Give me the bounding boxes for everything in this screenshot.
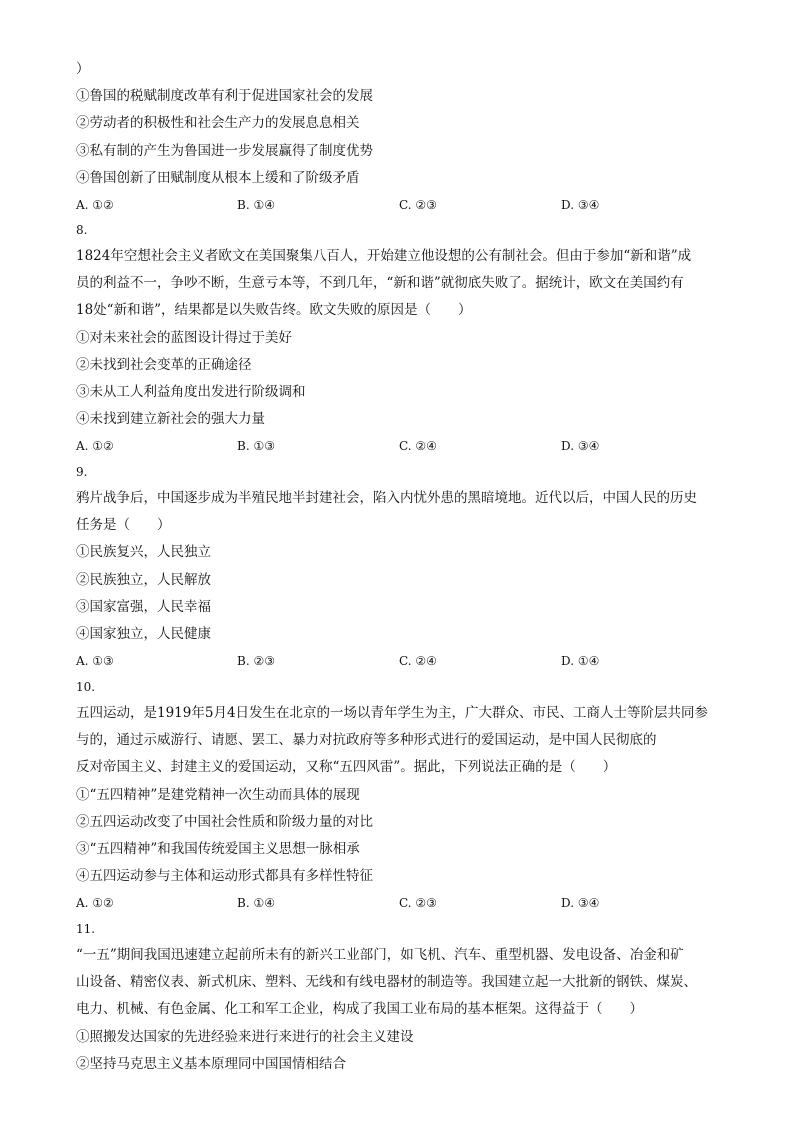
q10-option-c: C. ②③ [399, 896, 437, 910]
q11-stem-line-1: “一五”期间我国迅速建立起前所未有的新兴工业部门，如飞机、汽车、重型机器、发电设备、冶金和矿 [76, 947, 684, 963]
q7-option-b: B. ①④ [237, 198, 275, 212]
q11-statement-2: ②坚持马克思主义基本原理同中国国情相结合 [76, 1056, 346, 1072]
q7-statement-2: ②劳动者的积极性和社会生产力的发展息息相关 [76, 115, 360, 131]
q7-statement-3: ③私有制的产生为鲁国进一步发展赢得了制度优势 [76, 143, 373, 159]
q8-statement-1: ①对未来社会的蓝图设计得过于美好 [76, 330, 292, 346]
q8-option-a: A. ①② [76, 439, 114, 453]
q9-statement-2: ②民族独立，人民解放 [76, 572, 211, 588]
q9-statement-3: ③国家富强，人民幸福 [76, 599, 211, 615]
q8-statement-3: ③未从工人利益角度出发进行阶级调和 [76, 384, 306, 400]
q8-options [76, 437, 716, 455]
q8-stem-line-1: 1824年空想社会主义者欧文在美国聚集八百人，开始建立他设想的公有制社会。但由于参加“新和谐”成 [76, 248, 692, 264]
q7-option-d: D. ③④ [561, 198, 600, 212]
q9-statement-1: ①民族复兴，人民独立 [76, 544, 211, 560]
q7-option-c: C. ②③ [399, 198, 437, 212]
q11-stem-line-3: 电力、机械、有色金属、化工和军工企业，构成了我国工业布局的基本框架。这得益于（ ） [76, 1001, 643, 1017]
q11-statement-1: ①照搬发达国家的先进经验来进行来进行的社会主义建设 [76, 1029, 414, 1045]
q10-option-d: D. ③④ [561, 896, 600, 910]
q8-stem-line-2: 员的利益不一，争吵不断，生意亏本等，不到几年，“新和谐”就彻底失败了。据统计，欧文在美国约有 [76, 275, 684, 291]
q9-option-c: C. ②④ [399, 654, 437, 668]
q9-number: 9. [76, 465, 88, 479]
q9-stem-line-2: 任务是（ ） [76, 517, 171, 533]
q10-stem-line-3: 反对帝国主义、封建主义的爱国运动，又称“五四风雷”。据此，下列说法正确的是（ ） [76, 759, 617, 775]
q11-stem-line-2: 山设备、精密仪表、新式机床、塑料、无线和有线电器材的制造等。我国建立起一大批新的钢铁、煤炭、 [76, 974, 697, 990]
q10-statement-1: ①“五四精神”是建党精神一次生动而具体的展现 [76, 787, 360, 803]
q10-statement-3: ③“五四精神”和我国传统爱国主义思想一脉相承 [76, 841, 360, 857]
q9-option-d: D. ①④ [561, 654, 600, 668]
q8-option-c: C. ②④ [399, 439, 437, 453]
q7-statement-1: ①鲁国的税赋制度改革有利于促进国家社会的发展 [76, 88, 373, 104]
q8-option-b: B. ①③ [237, 439, 275, 453]
q8-statement-4: ④未找到建立新社会的强大力量 [76, 411, 265, 427]
q10-stem-line-1: 五四运动，是1919年5月4日发生在北京的一场以青年学生为主，广大群众、市民、工商人士等阶层共同参 [76, 705, 709, 721]
q7-options [76, 196, 716, 214]
q10-statement-4: ④五四运动参与主体和运动形式都具有多样性特征 [76, 868, 373, 884]
q7-statement-4: ④鲁国创新了田赋制度从根本上缓和了阶级矛盾 [76, 170, 360, 186]
q9-options [76, 652, 716, 670]
q7-option-a: A. ①② [76, 198, 114, 212]
q7-stem-tail: ） [76, 61, 90, 77]
q10-number: 10. [76, 680, 96, 694]
q9-statement-4: ④国家独立，人民健康 [76, 626, 211, 642]
q8-option-d: D. ③④ [561, 439, 600, 453]
q9-option-b: B. ②③ [237, 654, 275, 668]
q8-statement-2: ②未找到社会变革的正确途径 [76, 357, 252, 373]
q10-stem-line-2: 与的，通过示威游行、请愿、罢工、暴力对抗政府等多种形式进行的爱国运动，是中国人民彻底的 [76, 732, 657, 748]
q10-options [76, 894, 716, 912]
q10-statement-2: ②五四运动改变了中国社会性质和阶级力量的对比 [76, 814, 373, 830]
q10-option-b: B. ①④ [237, 896, 275, 910]
q10-option-a: A. ①② [76, 896, 114, 910]
q8-number: 8. [76, 223, 88, 237]
q9-stem-line-1: 鸦片战争后，中国逐步成为半殖民地半封建社会，陷入内忧外患的黑暗境地。近代以后，中国人民的历史 [76, 490, 697, 506]
q11-number: 11. [76, 922, 96, 936]
q9-option-a: A. ①③ [76, 654, 114, 668]
q8-stem-line-3: 18处“新和谐”，结果都是以失败告终。欧文失败的原因是（ ） [76, 302, 472, 318]
